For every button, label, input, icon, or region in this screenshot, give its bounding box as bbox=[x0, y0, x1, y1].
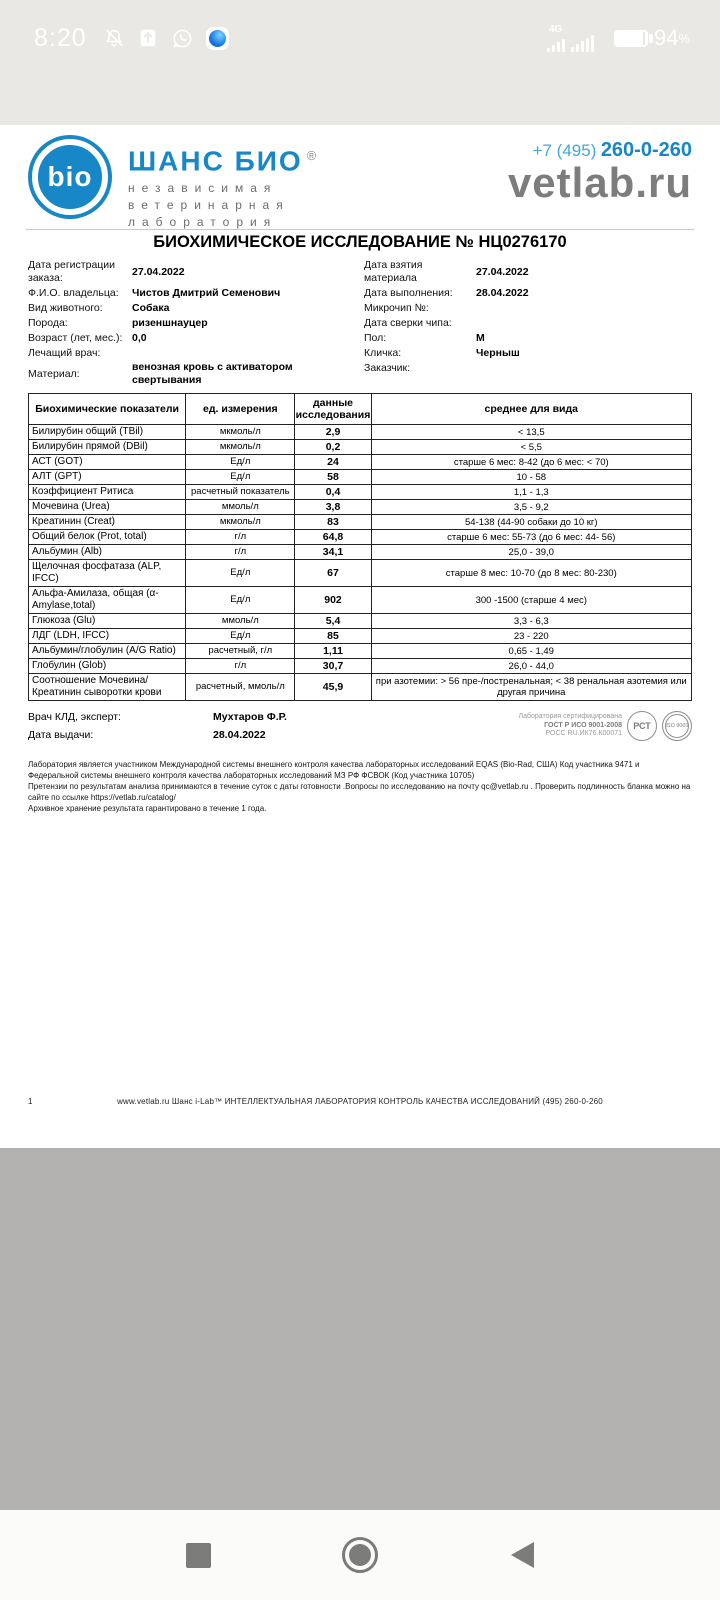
cell-unit: Ед/л bbox=[185, 587, 294, 613]
table-header-row bbox=[29, 394, 691, 424]
cell-indicator-name: Альбумин/глобулин (A/G Ratio) bbox=[32, 645, 176, 656]
cell-indicator-name: Мочевина (Urea) bbox=[32, 501, 110, 512]
fine-print-paragraph: Претензии по результатам анализа принимаются в течение суток с даты готовности .Вопросы по исследованию на почту qc@vetlab.ru . Проверить подлинность бланка можно на сайте по ссылке https://vetlab.ru/catalog/ bbox=[28, 782, 691, 802]
brand-name bbox=[128, 141, 318, 176]
cell-reference-range: 1,1 - 1,3 bbox=[371, 485, 691, 499]
recents-button[interactable] bbox=[175, 1532, 221, 1578]
cell-reference-range: старше 6 мес: 8-42 (до 6 мес: < 70) bbox=[371, 455, 691, 469]
metadata-value: 27.04.2022 bbox=[476, 265, 529, 278]
column-header-result: данные исследования bbox=[294, 394, 370, 424]
home-circle-icon bbox=[342, 1537, 378, 1573]
cell-indicator-name: АЛТ (GPT) bbox=[32, 471, 82, 482]
cell-unit: расчетный, ммоль/л bbox=[185, 674, 294, 700]
cell-result-value: 34,1 bbox=[294, 545, 370, 559]
fine-print-paragraph: Лаборатория является участником Международной системы внешнего контроля качества лабораторных исследований EQAS (Bio-Rad, США) Код участника 9471 и Федеральной системы внешнего контроля качества лабораторных исследований МЗ РФ ФСВОК (Код участника 10705) bbox=[28, 760, 640, 780]
navigation-bar bbox=[0, 1510, 720, 1600]
metadata-row bbox=[364, 286, 692, 300]
metadata-label: Материал: bbox=[28, 367, 80, 380]
browser-app-icon bbox=[206, 27, 229, 50]
cell-reference-range: 3,5 - 9,2 bbox=[371, 500, 691, 514]
metadata-label: Дата взятия материала bbox=[364, 259, 423, 284]
cell-result-value: 83 bbox=[294, 515, 370, 529]
footer-text: www.vetlab.ru Шанс i-Lab™ ИНТЕЛЛЕКТУАЛЬНАЯ ЛАБОРАТОРИЯ КОНТРОЛЬ КАЧЕСТВА ИССЛЕДОВАНИЙ (495) 260-0-260 bbox=[117, 1097, 603, 1106]
cell-result-value: 3,8 bbox=[294, 500, 370, 514]
cell-unit: Ед/л bbox=[185, 560, 294, 586]
metadata-label: Возраст (лет, мес.): bbox=[28, 331, 123, 344]
issue-date-label: Дата выдачи: bbox=[28, 729, 94, 741]
cell-unit: ммоль/л bbox=[185, 614, 294, 628]
metadata-value: Черныш bbox=[476, 346, 520, 359]
order-metadata bbox=[28, 259, 692, 388]
metadata-label: Дата сверки чипа: bbox=[364, 316, 452, 329]
cell-result-value: 85 bbox=[294, 629, 370, 643]
sim1-signal-icon bbox=[547, 39, 565, 52]
cell-unit: расчетный показатель bbox=[185, 485, 294, 499]
metadata-value: 27.04.2022 bbox=[132, 265, 185, 278]
tagline-line: лаборатория bbox=[128, 215, 278, 230]
cell-unit: мкмоль/л bbox=[185, 440, 294, 454]
cell-unit: мкмоль/л bbox=[185, 515, 294, 529]
tagline-line: независимая bbox=[128, 181, 278, 196]
document-header bbox=[28, 135, 692, 230]
metadata-row bbox=[28, 259, 364, 285]
cell-reference-range: 3,3 - 6,3 bbox=[371, 614, 691, 628]
cell-indicator-name: Щелочная фосфатаза (ALP, IFCC) bbox=[32, 561, 162, 584]
metadata-label: Кличка: bbox=[364, 346, 402, 359]
website-url: vetlab.ru bbox=[507, 159, 692, 206]
tagline-line: ветеринарная bbox=[128, 198, 290, 213]
cert-line3: РОСС RU.ИК76.К00071 bbox=[545, 730, 622, 738]
browser-globe-icon bbox=[209, 30, 226, 47]
cell-unit: г/л bbox=[185, 530, 294, 544]
cell-unit: мкмоль/л bbox=[185, 425, 294, 439]
table-row bbox=[29, 643, 691, 658]
table-row bbox=[29, 469, 691, 484]
table-row bbox=[29, 424, 691, 439]
cell-reference-range: старше 6 мес: 55-73 (до 6 мес: 44- 56) bbox=[371, 530, 691, 544]
signature-block bbox=[28, 711, 692, 747]
doctor-signature bbox=[28, 711, 458, 747]
recents-square-icon bbox=[186, 1543, 211, 1568]
metadata-label: Ф.И.О. владельца: bbox=[28, 286, 119, 299]
metadata-row bbox=[28, 361, 364, 387]
back-triangle-icon bbox=[511, 1542, 534, 1568]
cell-reference-range: < 13,5 bbox=[371, 425, 691, 439]
cell-result-value: 0,2 bbox=[294, 440, 370, 454]
cell-unit: Ед/л bbox=[185, 470, 294, 484]
table-row bbox=[29, 658, 691, 673]
cell-result-value: 58 bbox=[294, 470, 370, 484]
cell-indicator-name: Глюкоза (Glu) bbox=[32, 615, 96, 626]
whatsapp-icon bbox=[171, 27, 194, 50]
cell-indicator-name: Общий белок (Prot, total) bbox=[32, 531, 147, 542]
table-row bbox=[29, 514, 691, 529]
cell-reference-range: < 5,5 bbox=[371, 440, 691, 454]
cell-result-value: 5,4 bbox=[294, 614, 370, 628]
cell-indicator-name: ЛДГ (LDH, IFCC) bbox=[32, 630, 110, 641]
table-row bbox=[29, 544, 691, 559]
metadata-label: Порода: bbox=[28, 316, 68, 329]
header-divider bbox=[26, 229, 694, 230]
metadata-value: Собака bbox=[132, 301, 170, 314]
table-row bbox=[29, 613, 691, 628]
cell-indicator-name: АСТ (GOT) bbox=[32, 456, 83, 467]
metadata-value: 28.04.2022 bbox=[476, 286, 529, 299]
table-row bbox=[29, 484, 691, 499]
table-row bbox=[29, 529, 691, 544]
shans-bio-logo-icon bbox=[28, 135, 112, 219]
cell-unit: Ед/л bbox=[185, 629, 294, 643]
metadata-value: 0,0 bbox=[132, 331, 147, 344]
table-row bbox=[29, 559, 691, 586]
cell-reference-range: 26,0 - 44,0 bbox=[371, 659, 691, 673]
metadata-value: Чистов Дмитрий Семенович bbox=[132, 286, 281, 299]
cell-result-value: 64,8 bbox=[294, 530, 370, 544]
cell-reference-range: старше 8 мес: 10-70 (до 8 мес: 80-230) bbox=[371, 560, 691, 586]
document-title: БИОХИМИЧЕСКОЕ ИССЛЕДОВАНИЕ № НЦ0276170 bbox=[153, 233, 567, 251]
cell-indicator-name: Билирубин общий (TBil) bbox=[32, 426, 144, 437]
issue-date-value: 28.04.2022 bbox=[213, 729, 266, 741]
metadata-value: венозная кровь с активатором свертывания bbox=[132, 361, 293, 386]
cell-result-value: 45,9 bbox=[294, 674, 370, 700]
issue-date-row bbox=[28, 729, 458, 742]
fine-print-paragraph: Архивное хранение результата гарантировано в течение 1 года. bbox=[28, 804, 267, 813]
battery-percent-sign: % bbox=[678, 30, 690, 46]
cell-reference-range: 10 - 58 bbox=[371, 470, 691, 484]
cell-indicator-name: Глобулин (Glob) bbox=[32, 660, 107, 671]
certification-text bbox=[519, 713, 623, 739]
metadata-right-column bbox=[364, 259, 692, 388]
cert-line2: ГОСТ Р ИСО 9001-2008 bbox=[544, 721, 622, 729]
bell-muted-icon bbox=[103, 27, 125, 49]
table-row bbox=[29, 628, 691, 643]
metadata-row bbox=[28, 286, 364, 300]
metadata-label: Дата выполнения: bbox=[364, 286, 453, 299]
status-bar bbox=[0, 0, 720, 125]
brand-block bbox=[128, 135, 318, 231]
back-button[interactable] bbox=[499, 1532, 545, 1578]
doctor-row bbox=[28, 711, 458, 724]
table-body bbox=[29, 424, 691, 700]
clock: 8:20 bbox=[34, 23, 87, 52]
biochemistry-results-table bbox=[28, 393, 692, 701]
cell-result-value: 24 bbox=[294, 455, 370, 469]
cell-unit: г/л bbox=[185, 545, 294, 559]
column-header-unit: ед. измерения bbox=[185, 394, 294, 424]
status-bar-right bbox=[547, 25, 690, 52]
network-type-label: 4G bbox=[548, 23, 563, 35]
signal-bars-icon bbox=[547, 25, 594, 52]
cell-reference-range: 300 -1500 (старше 4 мес) bbox=[371, 587, 691, 613]
cell-indicator-name: Альфа-Амилаза, общая (α-Amylase,total) bbox=[32, 588, 159, 611]
lab-report-document bbox=[0, 125, 720, 1148]
iso-9001-stamp-icon: ISO 9001 bbox=[662, 711, 692, 741]
cell-unit: расчетный, г/л bbox=[185, 644, 294, 658]
doctor-label: Врач КЛД, эксперт: bbox=[28, 711, 121, 723]
phone-main: 260-0-260 bbox=[600, 139, 692, 161]
metadata-row bbox=[364, 361, 692, 375]
cell-result-value: 2,9 bbox=[294, 425, 370, 439]
logo-text: bio bbox=[47, 161, 93, 192]
header-contacts bbox=[508, 135, 692, 204]
cell-reference-range: при азотемии: > 56 пре-/постренальная; < 38 ренальная азотемия или другая причина bbox=[371, 674, 691, 700]
metadata-label: Пол: bbox=[364, 331, 387, 344]
cell-unit: ммоль/л bbox=[185, 500, 294, 514]
metadata-row bbox=[28, 331, 364, 345]
cell-indicator-name: Соотношение Мочевина/Креатинин сыворотки крови bbox=[32, 675, 162, 698]
table-row bbox=[29, 439, 691, 454]
metadata-row bbox=[364, 316, 692, 330]
metadata-row bbox=[28, 301, 364, 315]
cell-result-value: 902 bbox=[294, 587, 370, 613]
metadata-value: М bbox=[476, 331, 485, 344]
metadata-row bbox=[364, 331, 692, 345]
cell-result-value: 67 bbox=[294, 560, 370, 586]
brand-title: ШАНС БИО bbox=[128, 145, 303, 177]
home-button[interactable] bbox=[337, 1532, 383, 1578]
metadata-row bbox=[28, 346, 364, 360]
cell-indicator-name: Креатинин (Creat) bbox=[32, 516, 115, 527]
background-area bbox=[0, 1148, 720, 1510]
cell-reference-range: 54-138 (44-90 собаки до 10 кг) bbox=[371, 515, 691, 529]
registered-mark: ® bbox=[306, 148, 319, 163]
cell-indicator-name: Билирубин прямой (DBil) bbox=[32, 441, 148, 452]
cell-reference-range: 25,0 - 39,0 bbox=[371, 545, 691, 559]
rostest-stamp-icon: РСТ bbox=[627, 711, 657, 741]
metadata-row bbox=[364, 346, 692, 360]
cell-result-value: 0,4 bbox=[294, 485, 370, 499]
table-row bbox=[29, 454, 691, 469]
cell-unit: г/л bbox=[185, 659, 294, 673]
cell-result-value: 1,11 bbox=[294, 644, 370, 658]
page-number: 1 bbox=[28, 1097, 33, 1106]
metadata-row bbox=[364, 259, 692, 285]
brand-tagline bbox=[128, 180, 318, 231]
metadata-label: Микрочип №: bbox=[364, 301, 429, 314]
metadata-value: ризеншнауцер bbox=[132, 316, 208, 329]
cell-unit: Ед/л bbox=[185, 455, 294, 469]
phone-prefix: +7 (495) bbox=[532, 141, 597, 160]
metadata-row bbox=[28, 316, 364, 330]
column-header-indicator: Биохимические показатели bbox=[35, 403, 179, 415]
metadata-label: Вид животного: bbox=[28, 301, 103, 314]
metadata-row bbox=[364, 301, 692, 315]
certification-block bbox=[519, 711, 693, 741]
metadata-label: Лечащий врач: bbox=[28, 346, 101, 359]
cell-indicator-name: Альбумин (Alb) bbox=[32, 546, 102, 557]
cell-reference-range: 0,65 - 1,49 bbox=[371, 644, 691, 658]
fine-print bbox=[28, 760, 692, 815]
doctor-name: Мухтаров Ф.Р. bbox=[213, 711, 287, 723]
metadata-left-column bbox=[28, 259, 364, 388]
table-row bbox=[29, 499, 691, 514]
table-row bbox=[29, 673, 691, 700]
status-bar-row bbox=[0, 0, 720, 60]
cell-indicator-name: Коэффициент Ритиса bbox=[32, 486, 134, 497]
cert-line1: Лаборатория сертифицирована bbox=[518, 713, 622, 721]
column-header-reference: среднее для вида bbox=[371, 394, 691, 424]
cell-reference-range: 23 - 220 bbox=[371, 629, 691, 643]
metadata-label: Дата регистрации заказа: bbox=[28, 259, 116, 284]
metadata-label: Заказчик: bbox=[364, 361, 411, 374]
table-row bbox=[29, 586, 691, 613]
battery-percentage: 94 bbox=[653, 25, 679, 50]
cell-result-value: 30,7 bbox=[294, 659, 370, 673]
upload-box-icon bbox=[137, 27, 159, 49]
battery-icon bbox=[614, 30, 648, 47]
page-footer bbox=[28, 1097, 692, 1106]
sim2-signal-icon bbox=[571, 35, 594, 52]
